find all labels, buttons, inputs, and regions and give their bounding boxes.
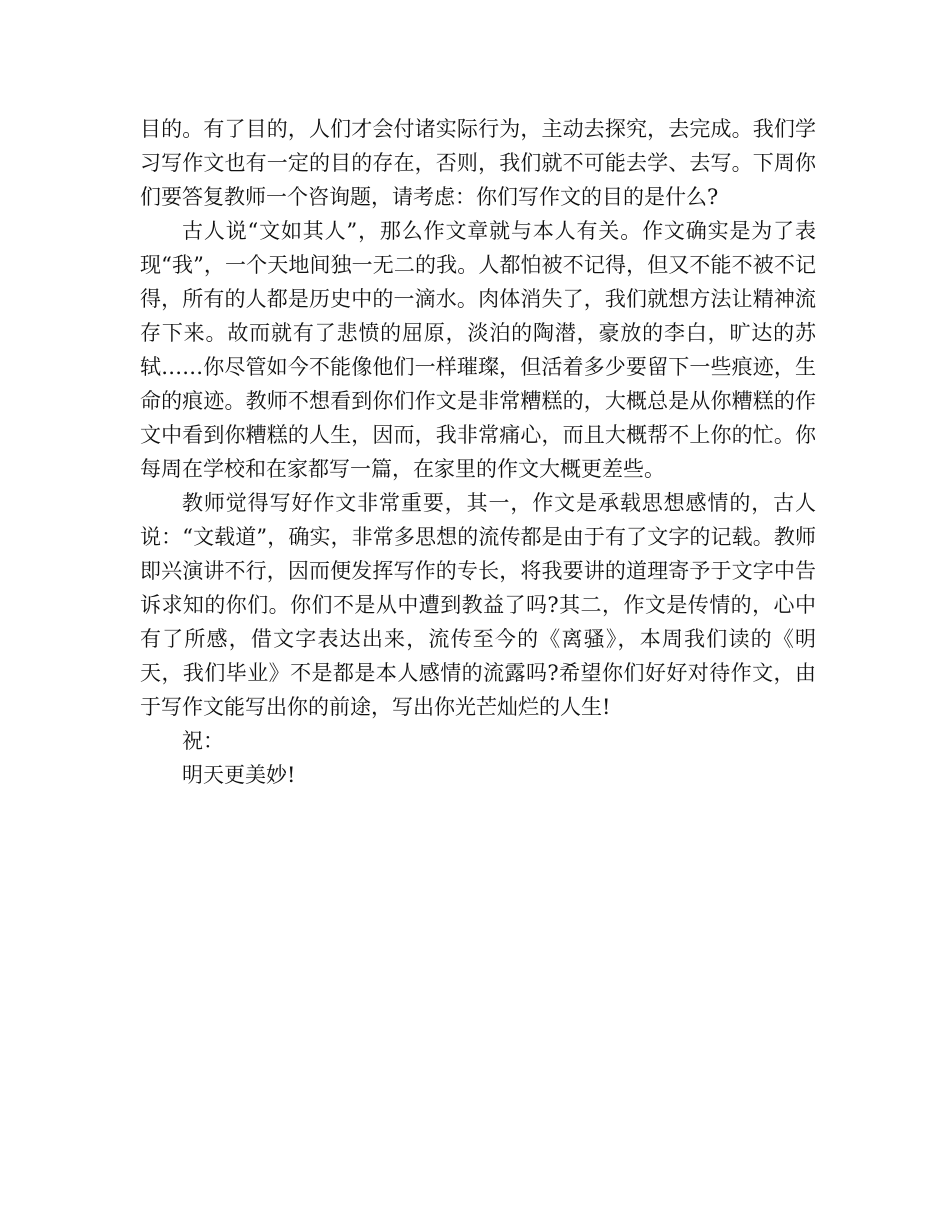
wish-line: 明天更美妙! (182, 763, 296, 787)
closing-line: 祝： (182, 729, 224, 753)
paragraph-2: 古人说“文如其人”，那么作文章就与本人有关。作文确实是为了表现“我”，一个天地间独一无二的我。人都怕被不记得，但又不能不被不记得，所有的人都是历史中的一滴水。肉体消失了，我们就想方法让精神流存下来。故而就有了悲愤的屈原，淡泊的陶潜，豪放的李白，旷达的苏轼……你尽管如今不能像他们一样璀璨，但活着多少要留下一些痕迹，生命的痕迹。教师不想看到你们作文是非常糟糕的，大概总是从你糟糕的作文中看到你糟糕的人生，因而，我非常痛心，而且大概帮不上你的忙。你每周在学校和在家都写一篇，在家里的作文大概更差些。 (140, 219, 816, 481)
paragraph-3: 教师觉得写好作文非常重要，其一，作文是承载思想感情的，古人说：“文载道”，确实，非常多思想的流传都是由于有了文字的记载。教师即兴演讲不行，因而便发挥写作的专长，将我要讲的道理寄予于文字中告诉求知的你们。你们不是从中遭到教益了吗?其二，作文是传情的，心中有了所感，借文字表达出来，流传至今的《离骚》，本周我们读的《明天，我们毕业》不是都是本人感情的流露吗?希望你们好好对待作文，由于写作文能写出你的前途，写出你光芒灿烂的人生! (140, 491, 816, 719)
letter-body (140, 112, 816, 792)
paragraph-1: 目的。有了目的，人们才会付诸实际行为，主动去探究，去完成。我们学习写作文也有一定的目的存在，否则，我们就不可能去学、去写。下周你们要答复教师一个咨询题，请考虑：你们写作文的目的是什么? (140, 117, 816, 209)
